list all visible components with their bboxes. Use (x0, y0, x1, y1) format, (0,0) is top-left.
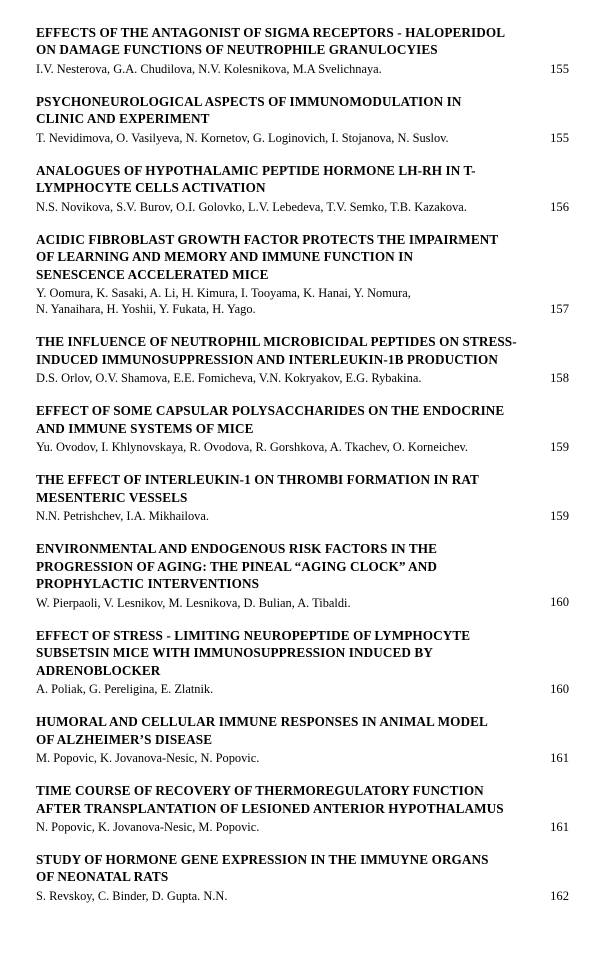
toc-entry-authors (36, 370, 495, 386)
toc-entry-authors-line: A. Poliak, G. Pereligina, E. Zlatnik. (36, 681, 214, 696)
toc-entry-page-number: 159 (550, 508, 569, 523)
toc-entry-title (36, 402, 505, 437)
toc-entry-title (36, 471, 495, 506)
toc-entry-title-line: PSYCHONEUROLOGICAL ASPECTS OF IMMUNOMODULATION IN (36, 93, 462, 109)
toc-entry[interactable] (36, 627, 569, 697)
toc-entry-title-line: ACIDIC FIBROBLAST GROWTH FACTOR PROTECTS THE IMPAIRMENT (36, 231, 499, 247)
toc-entry-title-line: SUBSETSIN MICE WITH IMMUNOSUPPRESSION INDUCED BY (36, 645, 433, 661)
toc-entry-authors (36, 130, 495, 146)
toc-entry[interactable] (36, 851, 569, 904)
toc-entry-title (36, 93, 495, 128)
toc-entry-page-number: 159 (550, 440, 569, 454)
toc-entry-authors (36, 61, 495, 77)
toc-entry-title-line: HUMORAL AND CELLULAR IMMUNE RESPONSES IN ANIMAL MODEL (36, 714, 488, 730)
toc-entry-page-number: 160 (550, 595, 569, 610)
toc-entry-authors-line: T. Nevidimova, O. Vasilyeva, N. Kornetov, G. Loginovich, I. Stojanova, N. Suslov. (36, 130, 449, 145)
toc-entry-title (36, 713, 495, 748)
table-of-contents-list (36, 24, 569, 904)
toc-entry-title-line: EFFECT OF STRESS - LIMITING NEUROPEPTIDE OF LYMPHOCYTE (36, 627, 471, 643)
toc-entry-page-number: 160 (550, 681, 569, 696)
toc-entry-title-line: ANALOGUES OF HYPOTHALAMIC PEPTIDE HORMONE LH-RH IN T- (36, 162, 476, 178)
toc-entry-authors-line: Y. Oomura, K. Sasaki, A. Li, H. Kimura, I. Tooyama, K. Hanai, Y. Nomura, (36, 286, 411, 301)
toc-entry[interactable] (36, 402, 569, 455)
toc-entry-authors (36, 888, 495, 904)
toc-entry[interactable] (36, 162, 569, 215)
toc-entry-title-line: OF NEONATAL RATS (36, 869, 169, 885)
toc-entry-page-number: 161 (550, 750, 569, 765)
toc-entry-title-line: THE EFFECT OF INTERLEUKIN-1 ON THROMBI FORMATION IN RAT (36, 472, 479, 488)
toc-entry-authors-line: D.S. Orlov, O.V. Shamova, E.E. Fomicheva, V.N. Kokryakov, E.G. Rybakina. (36, 371, 422, 386)
toc-entry-page-number: 162 (550, 888, 569, 903)
toc-entry-authors (36, 819, 495, 835)
toc-entry-authors (36, 508, 495, 524)
toc-entry-title (36, 782, 504, 817)
toc-entry-page-number: 161 (550, 819, 569, 834)
toc-entry[interactable] (36, 333, 569, 386)
toc-entry-title-line: OF LEARNING AND MEMORY AND IMMUNE FUNCTION IN (36, 249, 414, 265)
toc-entry-title-line: MESENTERIC VESSELS (36, 489, 188, 505)
toc-entry-authors-line: N.S. Novikova, S.V. Burov, O.I. Golovko, L.V. Lebedeva, T.V. Semko, T.B. Kazakova. (36, 199, 467, 214)
toc-entry-authors-line: M. Popovic, K. Jovanova-Nesic, N. Popovic. (36, 750, 260, 765)
toc-entry[interactable] (36, 24, 569, 77)
toc-entry-title-line: ADRENOBLOCKER (36, 662, 161, 678)
toc-entry-title-line: STUDY OF HORMONE GENE EXPRESSION IN THE IMMUYNE ORGANS (36, 852, 489, 868)
toc-entry-title-line: PROGRESSION OF AGING: THE PINEAL “AGING CLOCK” AND (36, 558, 438, 574)
toc-entry-page-number: 156 (550, 199, 569, 214)
toc-entry-page-number: 157 (550, 302, 569, 317)
toc-entry-authors-line: S. Revskoy, C. Binder, D. Gupta. N.N. (36, 888, 228, 903)
toc-entry-title-line: CLINIC AND EXPERIMENT (36, 111, 210, 127)
toc-entry-title-line: AND IMMUNE SYSTEMS OF MICE (36, 420, 254, 436)
toc-entry-title-line: ON DAMAGE FUNCTIONS OF NEUTROPHILE GRANULOCYIES (36, 42, 438, 58)
toc-entry-authors (36, 199, 495, 215)
toc-entry-title (36, 851, 495, 886)
toc-entry-title-line: OF ALZHEIMER’S DISEASE (36, 731, 213, 747)
toc-entry-authors-line: N.N. Petrishchev, I.A. Mikhailova. (36, 509, 209, 524)
toc-entry-title-line: AFTER TRANSPLANTATION OF LESIONED ANTERIOR HYPOTHALAMUS (36, 800, 504, 816)
toc-entry-title (36, 333, 517, 368)
toc-entry-authors (36, 750, 495, 766)
toc-entry[interactable] (36, 540, 569, 610)
toc-entry-authors-line: N. Yanaihara, H. Yoshii, Y. Fukata, H. Yago. (36, 302, 256, 317)
toc-entry[interactable] (36, 713, 569, 766)
toc-entry-title-line: TIME COURSE OF RECOVERY OF THERMOREGULATORY FUNCTION (36, 783, 484, 799)
toc-entry-title-line: EFFECT OF SOME CAPSULAR POLYSACCHARIDES ON THE ENDOCRINE (36, 403, 505, 419)
toc-entry-authors (36, 595, 495, 611)
toc-entry-title-line: SENESCENCE ACCELERATED MICE (36, 266, 269, 282)
toc-entry-page-number: 155 (550, 130, 569, 145)
toc-entry-authors-line: W. Pierpaoli, V. Lesnikov, M. Lesnikova, D. Bulian, A. Tibaldi. (36, 595, 351, 610)
toc-entry-title-line: EFFECTS OF THE ANTAGONIST OF SIGMA RECEPTORS - HALOPERIDOL (36, 25, 506, 40)
toc-entry-title (36, 627, 495, 679)
toc-entry-title-line: INDUCED IMMUNOSUPPRESSION AND INTERLEUKIN-1Β PRODUCTION (36, 351, 498, 367)
toc-entry-title (36, 162, 495, 197)
toc-entry-title-line: PROPHYLACTIC INTERVENTIONS (36, 576, 260, 592)
toc-entry-authors (36, 681, 495, 697)
toc-entry-title (36, 540, 495, 592)
toc-entry-title (36, 24, 506, 59)
toc-entry[interactable] (36, 782, 569, 835)
toc-entry-title-line: THE INFLUENCE OF NEUTROPHIL MICROBICIDAL PEPTIDES ON STRESS- (36, 334, 517, 350)
toc-entry-authors-line: I.V. Nesterova, G.A. Chudilova, N.V. Kolesnikova, M.A Svelichnaya. (36, 61, 382, 76)
toc-entry-title-line: LYMPHOCYTE CELLS ACTIVATION (36, 180, 266, 196)
toc-entry-page-number: 158 (550, 371, 569, 386)
toc-entry-authors (36, 285, 495, 317)
toc-entry-title-line: ENVIRONMENTAL AND ENDOGENOUS RISK FACTORS IN THE (36, 541, 437, 557)
toc-entry-authors-line: Yu. Ovodov, I. Khlynovskaya, R. Ovodova, R. Gorshkova, A. Tkachev, O. Korneichev. (36, 440, 468, 455)
toc-entry-authors-line: N. Popovic, K. Jovanova-Nesic, M. Popovic. (36, 819, 260, 834)
toc-entry[interactable] (36, 93, 569, 146)
toc-entry[interactable] (36, 471, 569, 524)
toc-entry-page-number: 155 (550, 61, 569, 76)
toc-entry-authors (36, 439, 495, 455)
toc-entry[interactable] (36, 231, 569, 318)
toc-entry-title (36, 231, 499, 283)
